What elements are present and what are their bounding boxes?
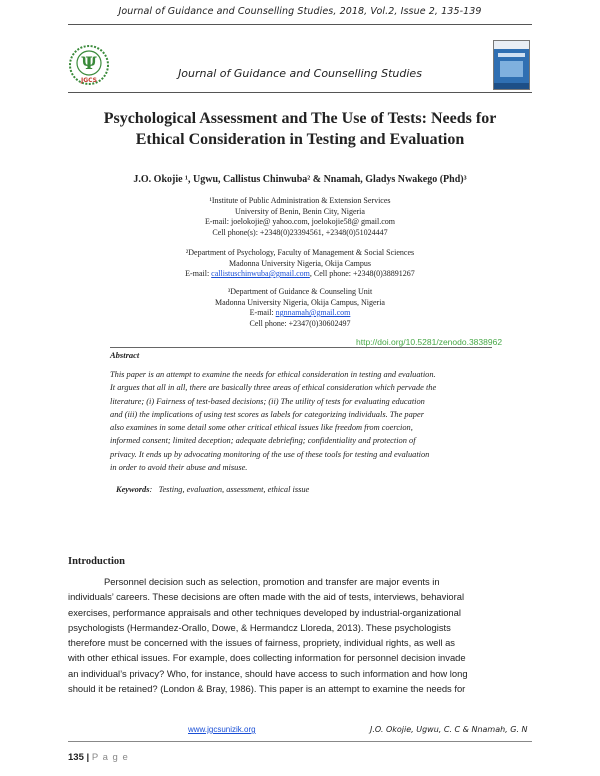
body-line: exercises, performance appraisals and other techniques developed by industrial-organizational: [68, 606, 461, 618]
abstract-line: It argues that all in all, there are basically three areas of ethical consideration which pervade the: [110, 383, 437, 393]
affiliation-2: [60, 248, 540, 280]
abstract-line: also examines in some detail some other critical ethical issues like freedom from coercion,: [110, 423, 413, 433]
abstract-body: [110, 368, 492, 474]
abstract-heading: Abstract: [110, 350, 140, 360]
keywords-label: Keywords: [116, 485, 150, 494]
paper-title-line-1: Psychological Assessment and The Use of Tests: Needs for: [103, 110, 497, 127]
affiliation-3: [60, 287, 540, 329]
journal-name: Journal of Guidance and Counselling Studies: [178, 67, 422, 80]
body-line: individuals’ careers. These decisions are often made with the aid of tests, interviews, behavioral: [68, 591, 465, 603]
footer-url[interactable]: www.jgcsunizik.org: [188, 725, 256, 734]
body-line: therefore must be concerned with the issues of fairness, propriety, individual rights, as well as: [68, 637, 455, 649]
authors: J.O. Okojie ¹, Ugwu, Callistus Chinwuba² & Nnamah, Gladys Nwakego (Phd)³: [133, 174, 467, 185]
affiliation-line: Madonna University Nigeria, Okija Campus: [229, 258, 371, 268]
header-rule-top: [68, 24, 532, 25]
abstract-line: literature; (i) Fairness of test-based decisions; (ii) The utility of tests for evaluating education: [110, 396, 425, 406]
doi-link[interactable]: http://doi.org/10.5281/zenodo.3838962: [356, 337, 503, 347]
affiliation-line: ¹Institute of Public Administration & Extension Services: [209, 196, 391, 205]
abstract-line: in order to avoid their abuse and misuse.: [110, 463, 248, 473]
body-line: should it be retained? (London & Bray, 1986). This paper is an attempt to examine the needs for: [68, 683, 466, 695]
affiliation-line: ²Department of Psychology, Faculty of Management & Social Sciences: [185, 248, 415, 257]
journal-cover-thumbnail: [493, 40, 530, 90]
affiliation-1: [60, 196, 540, 238]
affiliation-email-line: E-mail: callistuschinwuba@gmail.com, Cell phone: +2348(0)38891267: [185, 269, 415, 278]
running-header: Journal of Guidance and Counselling Studies, 2018, Vol.2, Issue 2, 135-139: [118, 6, 482, 17]
body-line: Personnel decision such as selection, promotion and transfer are major events in: [104, 576, 440, 587]
paper-title: [60, 108, 540, 150]
email-link[interactable]: callistuschinwuba@gmail.com: [211, 269, 310, 278]
affiliation-line: Madonna University Nigeria, Okija Campus, Nigeria: [215, 297, 385, 307]
body-line: with other ethical issues. For example, does collecting information for personnel decision invade: [68, 652, 466, 664]
keywords: Keywords: Testing, evaluation, assessment, ethical issue: [116, 485, 310, 494]
introduction-body: [68, 574, 532, 696]
body-line: psychologists (Hermandez-Orallo, Dowe, & Hermandcz Lloreda, 2013). These psychologists: [68, 621, 451, 633]
abstract-line: and (iii) the implications of using test scores as labels for categorizing individuals. The paper: [110, 409, 424, 419]
introduction-heading: Introduction: [68, 556, 125, 567]
affiliation-line: E-mail: joelokojie@ yahoo.com, joelokojie58@ gmail.com: [204, 217, 396, 226]
paper-title-line-2: Ethical Consideration in Testing and Evaluation: [135, 131, 465, 148]
affiliation-line: University of Benin, Benin City, Nigeria: [235, 206, 365, 216]
abstract-line: informed consent; limited deception; adequate debriefing; confidentiality and protection of: [110, 436, 416, 446]
affiliation-line: Cell phone(s): +2348(0)23394561, +2348(0)51024447: [212, 227, 388, 237]
page-number: 135 | P a g e: [68, 752, 129, 763]
abstract-line: This paper is an attempt to examine the needs for ethical consideration in testing and evaluation.: [110, 370, 436, 379]
footer-rule: [68, 741, 532, 742]
logo-text: JGCS: [81, 77, 97, 84]
affiliation-line: Cell phone: +2347(0)30602497: [249, 318, 351, 328]
affiliation-email-line: E-mail: ngnnamah@gmail.com: [249, 308, 351, 317]
abstract-rule: [110, 347, 492, 348]
keywords-text: Testing, evaluation, assessment, ethical issue: [158, 485, 310, 494]
abstract-line: privacy. It ends up by advocating monitoring of the use of these tools for testing and evaluation: [110, 449, 430, 459]
affiliation-line: ³Department of Guidance & Counseling Unit: [227, 287, 373, 296]
footer-authors: J.O. Okojie, Ugwu, C. C & Nnamah, G. N: [370, 725, 528, 734]
email-link[interactable]: ngnnamah@gmail.com: [275, 308, 351, 317]
journal-logo: [68, 44, 110, 86]
body-line: an individual’s privacy? Who, for instance, should have access to such information and how long: [68, 667, 468, 679]
header-rule-bottom: [68, 92, 532, 93]
svg-text:Ψ: Ψ: [81, 54, 97, 74]
